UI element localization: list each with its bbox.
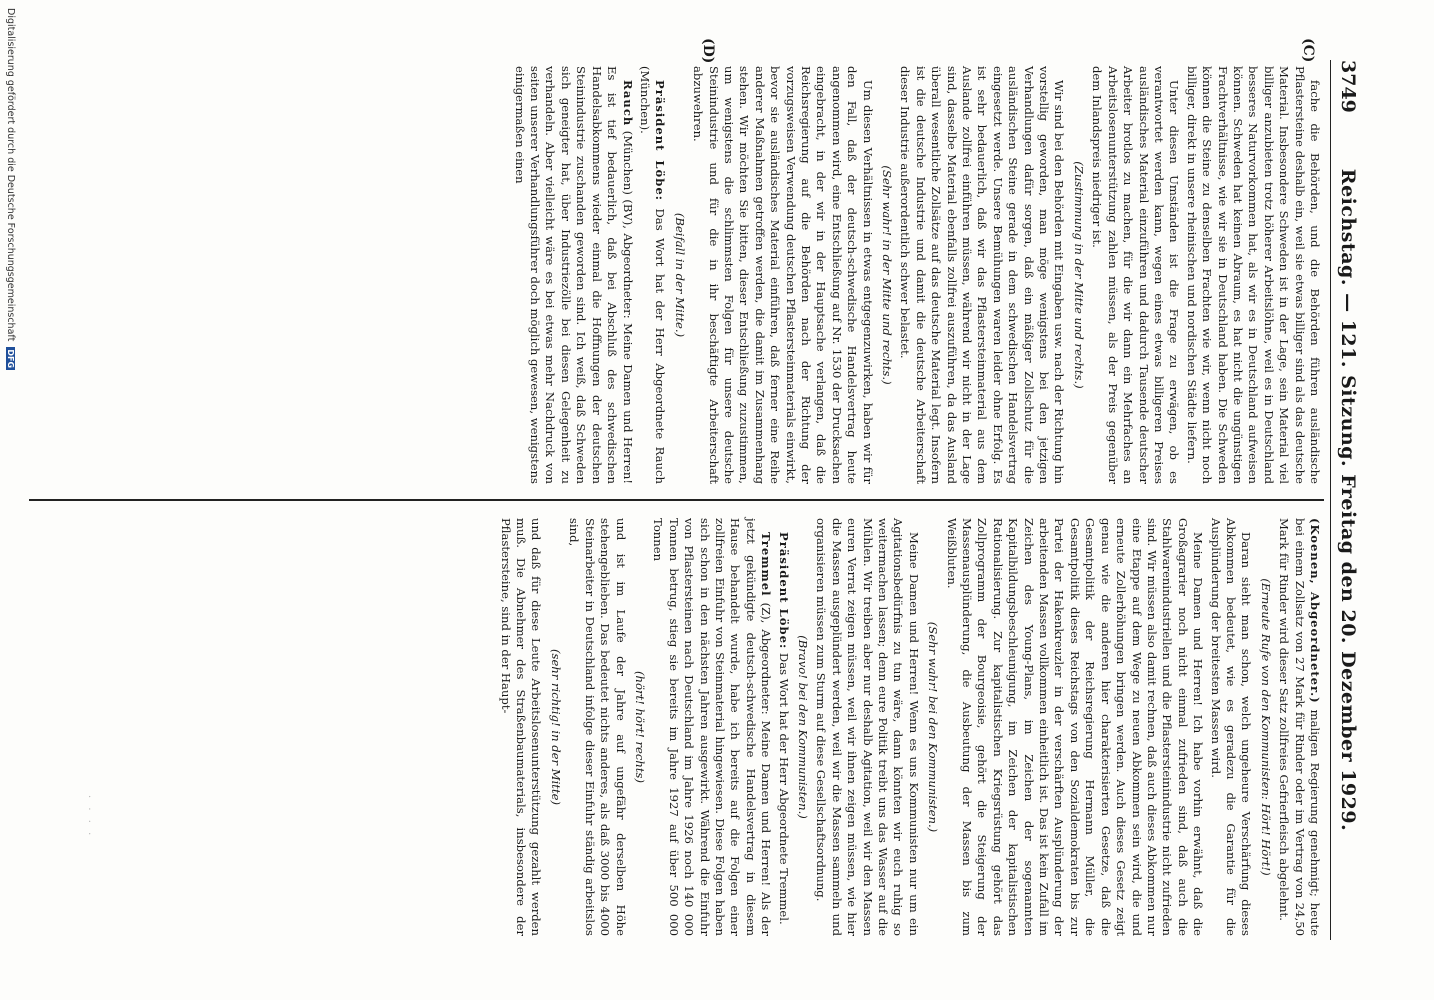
- footer-credit: [5, 0, 16, 1008]
- interjection: [925, 518, 940, 936]
- paragraph: [690, 66, 875, 484]
- interjection: [795, 518, 810, 936]
- paragraph: [897, 66, 1066, 484]
- paragraph: [813, 518, 921, 936]
- stamp-mark: · · · ·: [83, 795, 94, 839]
- paragraph: [1276, 518, 1322, 936]
- paragraph-text: Unter diesen Umständen ist die Frage zu erwägen, ob es verantwortet werden kann, wegen eines etwas billigeren Preises ausländisches Material einzuführen und dadurch Tausende deutscher Arbeiter brotlos zu machen, für die wir dann ein Mehrfaches an Arbeitslosenunterstützung zahlen müssen, als der Preis gegenüber dem Inlandspreis niedriger ist.: [1090, 66, 1182, 484]
- page-header: [1330, 60, 1359, 940]
- paragraph-text: und ist im Laufe der Jahre auf ungefähr derselben Höhe stehengeblieben. Das bedeutet nichts anderes, als daß 3000 bis 4000 Steinarbeiter in Deutschland infolge dieser Einfuhr ständig arbeitslos sind,: [567, 518, 628, 936]
- paragraph-text: (Z), Abgeordneter: Meine Damen und Herren! Als der jetzt gekündigte deutsch-schwedische Handelsvertrag in diesem Hause behandelt wurde, habe ich bereits auf die Folgen einer zollfreien Einfuhr von Steinmaterial hingewiesen. Diese Folgen haben sich schon in den nächsten Jahren ausgewirkt. Während die Einfuhr von Pflastersteinen nach Deutschland im Jahre 1926 noch 140 000 Tonnen betrug, stieg sie bereits im Jahre 1927 auf über 500 000 Tonnen: [651, 518, 774, 936]
- interjection: [879, 66, 894, 484]
- paragraph-text: maligen Regierung genehmigt; heute bei einem Zollsatz von 27 Mark für Rinder oder im Vertrag von 24,50 Mark für Rinder wird dieser Satz zollfreies Gefrierfleisch abgelehnt.: [1277, 518, 1322, 937]
- paragraph-text: Das Wort hat der Herr Abgeordnete Tremmel.: [776, 652, 791, 925]
- paragraph-text: Daran sieht man schon, welch ungeheure Verschärfung dieses Abkommen bedeutet, wie es geradezu die Garantie für die Ausplünderung der breitesten Massen wird.: [1208, 518, 1254, 936]
- paragraph: [943, 518, 1205, 936]
- column-divider: [29, 499, 1324, 501]
- paragraph: [775, 518, 790, 936]
- paragraph-text: (Zustimmung in der Mitte und rechts.): [1071, 161, 1086, 389]
- paragraph-text: Das Wort hat der Herr Abgeordnete Rauch (München).: [637, 66, 668, 484]
- paragraph-text: (hört! hört! rechts): [632, 670, 647, 783]
- paragraph-text: (München) (BV), Abgeordneter: Meine Damen und Herren! Es ist tief bedauerlich, daß bei Abschluß des schwedischen Handelsabkommens wieder einmal die Hoffnungen der deutschen Steinindustrie zuschanden geworden sind. Ich weiß, daß Schweden sich geneigter hat, über Industriezölle bei diesen Gelegenheit zu verhandeln. Aber vielleicht wäre es bei etwas mehr Nachdruck von seiten unserer Verhandlungsführer doch möglich gewesen, wenigstens einigermaßen einen: [512, 66, 635, 485]
- paragraph: [497, 518, 543, 936]
- page-number: 3749: [1337, 60, 1359, 113]
- paragraph: [1207, 518, 1253, 936]
- speaker-name: Präsident Löbe:: [776, 532, 791, 650]
- paragraph-text: (Sehr wahr! in der Mitte und rechts.): [880, 165, 895, 385]
- paragraph: [650, 518, 773, 936]
- page-title: Reichstag. — 121. Sitzung. Freitag den 20. Dezember 1929.: [1337, 168, 1359, 832]
- paragraph-text: (Erneute Rufe von den Kommunisten: Hört! Hört!): [1258, 578, 1273, 876]
- paragraph-text: (Beifall in der Mitte.): [672, 212, 687, 338]
- paragraph-text: und daß für diese Leute Arbeitslosenunterstützung gezahlt werden muß. Die Abnehmer des Straßenbaumaterials, insbesondere der Pflastersteine, sind in der Haupt-: [498, 518, 544, 936]
- paragraph: [566, 518, 628, 936]
- speaker-name: Präsident Löbe:: [653, 80, 668, 202]
- paragraph-text: (Bravo! bei den Kommunisten.): [796, 635, 810, 819]
- paragraph: [637, 66, 668, 484]
- paragraph: [1089, 66, 1181, 484]
- paragraph-text: Um diesen Verhältnissen in etwas entgegenzuwirken, haben wir für den Fall, daß der deutsch-schwedische Handelsvertrag heute angenommen wird, eine Entschließung auf Nr. 1530 der Drucksachen eingebracht, in der wir in der Hauptsache verlangen, daß die Reichsregierung auf die Behörden nach der Richtung der vorzugsweisen Verwendung deutschen Pflastersteinmaterials einwirkt, bevor sie ausländisches Material einführen, daß ferner eine Reihe anderer Maßnahmen getroffen werden, die damit im Zusammenhang stehen. Wir möchten Sie bitten, dieser Entschließung zuzustimmen, um wenigstens die schlimmsten Folgen für unsere deutsche Steinindustrie und für die in ihr beschäftigte Arbeiterschaft abzuwehren.: [691, 66, 875, 484]
- interjection: [632, 518, 647, 936]
- speaker-name: Tremmel: [759, 532, 774, 597]
- speaker-name: Rauch: [620, 80, 635, 127]
- interjection: [1071, 66, 1086, 484]
- left-column: [509, 66, 1322, 484]
- paragraph: [1183, 66, 1322, 484]
- footer-text: Digitalisierung gefördert durch die Deutsche Forschungsgemeinschaft: [5, 8, 16, 342]
- paragraph-text: Wir sind bei den Behörden mit Eingaben usw. nach der Richtung hin vorstellig geworden, man möge wenigstens bei den jetzigen Verhandlungen dafür sorgen, daß ein mäßiger Zollschutz für die ausländischen Steine gerade in dem schwedischen Handelsvertrag eingesetzt werde. Unsere Bemühungen waren leider ohne Erfolg. Es ist sehr bedauerlich, daß wir das Pflastersteinmaterial aus dem Auslande zollfrei einführen müssen, während wir nicht in der Lage sind, dasselbe Material ebenfalls zollfrei auszuführen, da das Ausland überall wesentliche Zollsätze auf das deutsche Material legt. Insofern ist die deutsche Industrie und damit die deutsche Arbeiterschaft dieser Industrie außerordentlich schwer belastet.: [898, 66, 1067, 484]
- interjection: [671, 66, 686, 484]
- paragraph: [511, 66, 634, 484]
- dfg-logo-icon: DFG: [6, 349, 15, 369]
- speaker-name: (Koenen, Abgeordneter.): [1308, 518, 1322, 704]
- paragraph-text: Meine Damen und Herren! Wenn es uns Kommunisten nur um ein Agitationsbedürfnis zu tun wäre, dann könnten wir euch ruhig so weitermachen lassen; denn eure Politik treibt uns das Wasser auf die Mühlen. Wir treiben aber nur deshalb Agitation, weil wir den Massen euren Verrat zeigen müssen, weil wir ihnen zeigen müssen, wie hier die Massen ausgeplündert werden, weil wir die Massen sammeln und organisieren müssen zum Sturm auf diese Gesellschaftsordnung.: [814, 518, 921, 936]
- interjection: [1257, 518, 1272, 936]
- paragraph-text: fache die Behörden, und die Behörden führen ausländische Pflastersteine deshalb ein, weil sie etwas billiger sind als das deutsche Material. Insbesondere Schweden ist in der Lage, sein Material viel billiger anzubieten trotz höherer Arbeitslöhne, weil es in Deutschland besseres Naturvorkommen hat, als wir es in Deutschland aufweisen können. Schweden hat keinen Abraum, es hat nicht die ungünstigen Frachtverhältnisse, wie wir sie in Deutschland haben. Die Schweden können die Steine zu denselben Frachten wie wir, wenn nicht noch billiger, direkt in unsere rheinischen und nordischen Städte liefern.: [1184, 66, 1322, 484]
- interjection: [548, 518, 563, 936]
- paragraph-text: Meine Damen und Herren! Ich habe vorhin erwähnt, daß die Großagrarier noch nicht einmal zufrieden sind, daß auch die Stahlwarenindustriellen und die Pflastersteinindustrie nicht zufrieden sind. Wir müssen also damit rechnen, daß auch dieses Abkommen nur eine Etappe auf dem Wege zu neuen Abkommen sein wird, die und erneute Zollerhöhungen bringen werden. Auch dieses Gesetz zeigt genau wie die anderen hier charakterisierten Gesetze, daß die Gesamtpolitik der Reichsregierung Hermann Müller, die Gesamtpolitik dieses Reichstags von den Sozialdemokraten bis zur Partei der Hakenkreuzler in der verschärften Ausplünderung der arbeitenden Massen vollkommen einheitlich ist. Das ist kein Zufall im Zeichen des Young-Plans, im Zeichen der sogenannten Kapitalbildungsbeschleunigung, im Zeichen der kapitalistischen Rationalisierung. Zur kapitalistischen Kriegsrüstung gehört das Zollprogramm der Bourgeoisie, gehört die Steigerung der Massenausplünderung, die Ausbeutung der Massen bis zum Weißbluten.: [944, 518, 1206, 936]
- paragraph-text: (sehr richtig! in der Mitte): [548, 648, 563, 806]
- paragraph-text: (Sehr wahr! bei den Kommunisten.): [926, 621, 941, 833]
- margin-marker-c: (C): [1300, 38, 1316, 63]
- margin-marker-d: (D): [700, 38, 716, 64]
- right-column: [495, 518, 1322, 936]
